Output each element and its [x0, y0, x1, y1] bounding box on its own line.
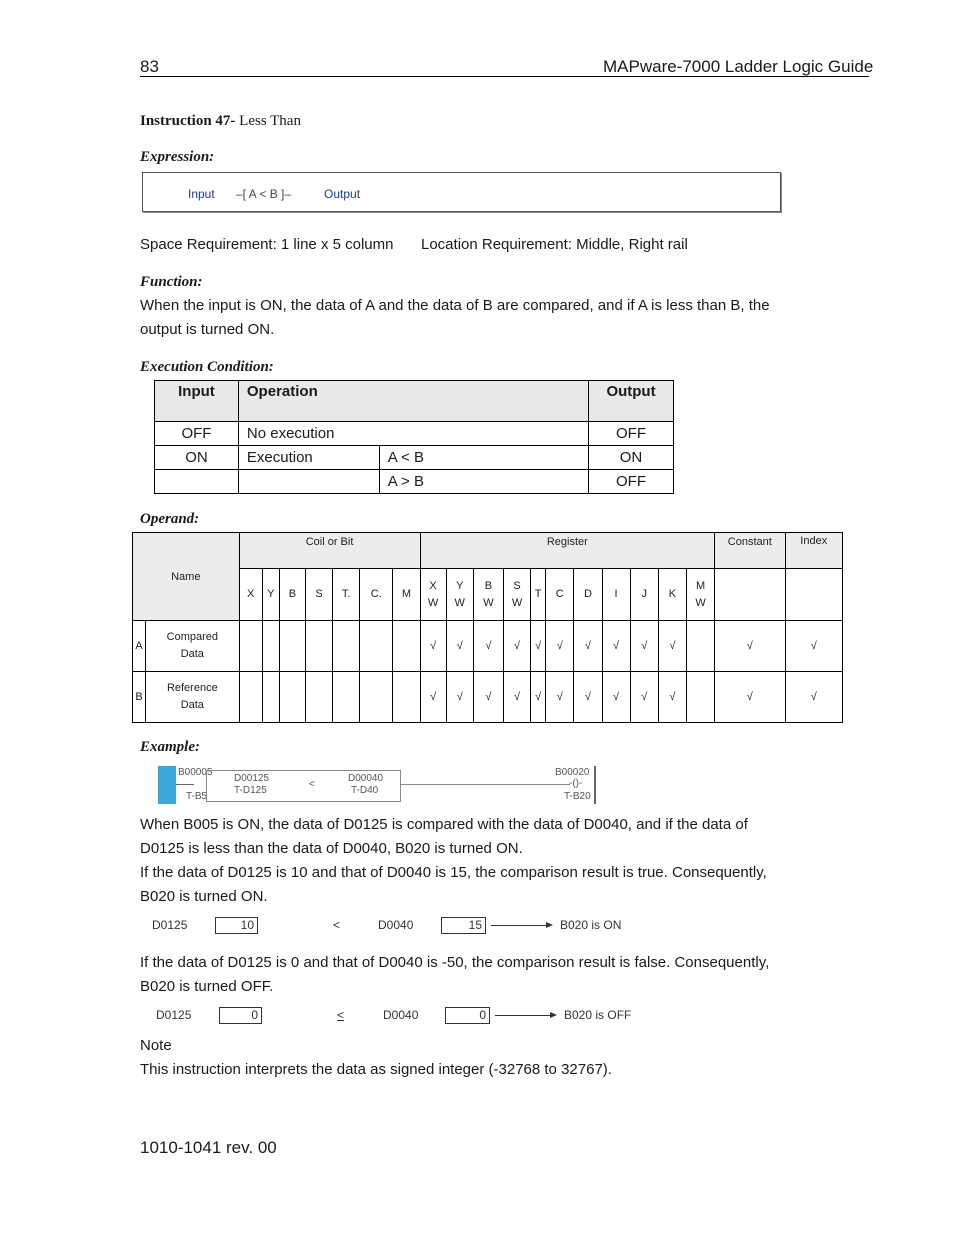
ex1-operator: < [333, 918, 341, 932]
operand-heading: Operand: [140, 511, 200, 527]
header-operation: Operation [238, 381, 588, 422]
expression-output: Output [324, 187, 361, 201]
operand-cell [239, 672, 262, 723]
ex2-operator: < [337, 1008, 345, 1022]
expression-heading: Expression: [140, 149, 215, 165]
space-requirement: Space Requirement: 1 line x 5 column [140, 236, 394, 253]
execution-header-row [155, 381, 674, 422]
page-number: 83 [140, 57, 159, 76]
left-rail-highlight [158, 766, 176, 804]
column-header: B [279, 569, 305, 621]
operand-cell: √ [473, 621, 503, 672]
operand-cell: √ [574, 621, 602, 672]
example-false-figure [140, 1007, 640, 1027]
header-input: Input [155, 381, 239, 422]
operand-name [146, 621, 240, 672]
column-header: C. [360, 569, 393, 621]
operand-row-b [133, 672, 843, 723]
column-header: M [393, 569, 420, 621]
execution-table [154, 380, 674, 494]
operand-cell [262, 621, 279, 672]
operand-table [132, 532, 843, 723]
column-header: M W [686, 569, 714, 621]
ex2-a-label: D0125 [156, 1008, 192, 1022]
cell-output: OFF [589, 470, 674, 494]
function-heading: Function: [140, 274, 203, 290]
operand-cell: √ [630, 621, 658, 672]
operand-name [146, 672, 240, 723]
operand-cell [686, 672, 714, 723]
expression-box [142, 172, 781, 212]
note-text: This instruction interprets the data as signed integer (-32768 to 32767). [140, 1061, 612, 1078]
operand-cell [393, 672, 420, 723]
right-rail [594, 766, 596, 804]
coil-icon: -()- [569, 778, 583, 789]
cell-output: OFF [589, 422, 674, 446]
coil-label: B00020 [555, 767, 590, 778]
constant-cell: √ [715, 672, 785, 723]
operand-a-tag: T-D125 [234, 785, 267, 796]
column-header: S [305, 569, 332, 621]
execution-heading: Execution Condition: [140, 359, 274, 375]
cell-output: ON [589, 446, 674, 470]
header-rule [140, 76, 869, 77]
operand-cell: √ [630, 672, 658, 723]
column-header: T. [333, 569, 360, 621]
ex1-a-value: 10 [215, 917, 258, 934]
ex2-result: B020 is OFF [564, 1008, 632, 1022]
cell-input: ON [155, 446, 239, 470]
operand-cell [360, 621, 393, 672]
instruction-name: Less Than [239, 113, 301, 129]
expression-symbol: –[ A < B ]– [236, 187, 292, 201]
example-text-3: If the data of D0125 is 10 and that of D0040 is 15, the comparison result is true. Consequently, [140, 864, 767, 881]
arrow-icon [491, 925, 551, 926]
column-header-row [133, 569, 843, 621]
table-row [155, 446, 674, 470]
index-cell [785, 569, 842, 621]
operand-cell [305, 621, 332, 672]
contact-label: B00005 [178, 767, 213, 778]
operand-cell: √ [531, 672, 546, 723]
example-text-1: When B005 is ON, the data of D0125 is compared with the data of D0040, and if the data of [140, 816, 748, 833]
ex2-a-value: 0 [219, 1007, 262, 1024]
arrow-icon [495, 1015, 555, 1016]
column-header: Y [262, 569, 279, 621]
operand-cell: √ [503, 621, 530, 672]
ladder-diagram [158, 764, 598, 806]
operand-cell: √ [658, 621, 686, 672]
operand-cell: √ [546, 621, 574, 672]
operand-cell: √ [531, 621, 546, 672]
column-header: J [630, 569, 658, 621]
table-row [155, 470, 674, 494]
column-header: K [658, 569, 686, 621]
ex1-b-label: D0040 [378, 918, 414, 932]
coil-tag: T-B20 [564, 791, 591, 802]
operand-cell [279, 621, 305, 672]
example-text-4: B020 is turned ON. [140, 888, 268, 905]
operand-cell: √ [602, 621, 630, 672]
column-header: C [546, 569, 574, 621]
constant-cell [715, 569, 785, 621]
operand-cell [686, 621, 714, 672]
column-header: D [574, 569, 602, 621]
column-header: Y W [446, 569, 473, 621]
operand-row-a [133, 621, 843, 672]
operand-b-tag: T-D40 [351, 785, 379, 796]
column-header: X W [420, 569, 446, 621]
operand-cell [279, 672, 305, 723]
index-cell: √ [785, 621, 842, 672]
expression-input: Input [188, 187, 215, 201]
column-header: B W [473, 569, 503, 621]
operand-cell: √ [446, 672, 473, 723]
function-text-2: output is turned ON. [140, 321, 275, 338]
ex1-b-value: 15 [441, 917, 486, 934]
operand-name-line: Data [180, 648, 204, 660]
example-true-figure [140, 917, 640, 937]
operand-cell: √ [658, 672, 686, 723]
group-constant: Constant [715, 533, 785, 569]
operand-name-line: Data [180, 699, 204, 711]
example-text-6: B020 is turned OFF. [140, 978, 274, 995]
column-header: T [531, 569, 546, 621]
header-output: Output [589, 381, 674, 422]
operand-id: A [133, 621, 146, 672]
operand-cell [360, 672, 393, 723]
document-title: MAPware-7000 Ladder Logic Guide [603, 57, 874, 76]
group-coil-bit: Coil or Bit [239, 533, 420, 569]
example-text-2: D0125 is less than the data of D0040, B020 is turned ON. [140, 840, 523, 857]
operand-a: D00125 [234, 773, 270, 784]
cell-input [155, 470, 239, 494]
operand-b: D00040 [348, 773, 384, 784]
cell-operation: Execution [238, 446, 379, 470]
operand-cell [239, 621, 262, 672]
index-cell: √ [785, 672, 842, 723]
instruction-prefix: Instruction 47- [140, 113, 236, 129]
ex1-result: B020 is ON [560, 918, 622, 932]
operand-cell [262, 672, 279, 723]
cell-condition: A > B [379, 470, 588, 494]
ex1-a-label: D0125 [152, 918, 188, 932]
operand-cell: √ [473, 672, 503, 723]
cell-operation: No execution [238, 422, 588, 446]
name-header: Name [133, 533, 240, 621]
operand-cell: √ [420, 672, 446, 723]
table-row [155, 422, 674, 446]
group-register: Register [420, 533, 715, 569]
instruction-title [140, 113, 301, 130]
constant-cell: √ [715, 621, 785, 672]
column-header: I [602, 569, 630, 621]
group-index: Index [785, 533, 842, 569]
example-text-5: If the data of D0125 is 0 and that of D0040 is -50, the comparison result is false. Consequently, [140, 954, 770, 971]
column-header: X [239, 569, 262, 621]
compare-operator: < [309, 779, 315, 790]
cell-input: OFF [155, 422, 239, 446]
operand-id: B [133, 672, 146, 723]
footer-doc-id: 1010-1041 rev. 00 [140, 1138, 277, 1157]
operand-cell [333, 621, 360, 672]
location-requirement: Location Requirement: Middle, Right rail [421, 236, 688, 253]
operand-cell [305, 672, 332, 723]
operand-name-line: Compared [166, 631, 218, 643]
operand-cell: √ [574, 672, 602, 723]
operand-cell: √ [420, 621, 446, 672]
operand-cell: √ [446, 621, 473, 672]
operand-name-line: Reference [166, 682, 218, 694]
ex2-b-value: 0 [445, 1007, 490, 1024]
example-heading: Example: [140, 739, 200, 755]
note-label: Note [140, 1037, 172, 1054]
contact-tag: T-B5 [186, 791, 208, 802]
operand-cell: √ [602, 672, 630, 723]
operand-cell [393, 621, 420, 672]
column-header: S W [503, 569, 530, 621]
operand-cell: √ [503, 672, 530, 723]
cell-operation [238, 470, 379, 494]
cell-condition: A < B [379, 446, 588, 470]
operand-cell: √ [546, 672, 574, 723]
ex2-b-label: D0040 [383, 1008, 419, 1022]
operand-cell [333, 672, 360, 723]
function-text-1: When the input is ON, the data of A and the data of B are compared, and if A is less than B, the [140, 297, 770, 314]
